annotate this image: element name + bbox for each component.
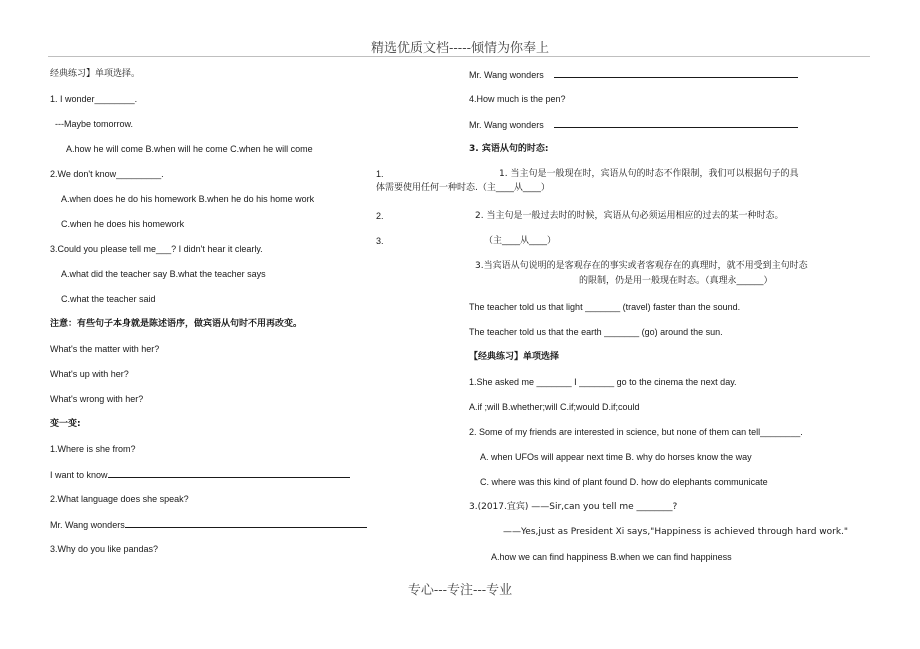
answer-blank[interactable] [125,518,367,528]
exercise-question-3-options: A.how we can find happiness B.when we can find happiness [491,552,732,562]
example-sentence-3: What's wrong with her? [50,394,144,404]
transform-question-2: 2.What language does she speak? [50,494,189,504]
tense-rule-2-blank: （主____从____） [484,236,557,246]
transform-heading: 变一变: [50,419,81,429]
list-number-2: 2. [376,211,384,221]
question-2-option-c: C.when he does his homework [61,219,185,229]
question-1: 1. I wonder________. [50,94,138,104]
question-3-options-ab: A.what did the teacher say B.what the teacher says [61,269,266,279]
tense-example-2: The teacher told us that the earth _______ (go) around the sun. [469,327,723,337]
answer-blank[interactable] [554,68,798,78]
transform-question-3: 3.Why do you like pandas? [50,544,159,554]
exercise-question-3: 3.(2017.宜宾) ——Sir,can you tell me ________? [469,502,678,512]
tense-example-1: The teacher told us that light _______ (travel) faster than the sound. [469,302,741,312]
section-heading-tense: 3. 宾语从句的时态: [469,144,549,154]
list-number-3: 3. [376,236,384,246]
example-sentence-2: What's up with her? [50,369,129,379]
transform-question-1: 1.Where is she from? [50,444,136,454]
answer-blank[interactable] [554,118,798,128]
transform-answer-1-text: I want to know [50,470,108,480]
section-heading-exercise-2: 【经典练习】单项选择 [469,352,560,362]
question-2-options-ab: A.when does he do his homework B.when he do his home work [61,194,315,204]
exercise-question-1-options: A.if ;will B.whether;will C.if;would D.if;could [469,402,640,412]
example-sentence-1: What's the matter with her? [50,344,160,354]
transform-answer-3-text: Mr. Wang wonders [469,70,544,80]
tense-rule-1-line1: 1. 当主句是一般现在时，宾语从句的时态不作限制，我们可以根据句子的具 [499,169,799,179]
note-word-order: 注意：有些句子本身就是陈述语序，做宾语从句时不用再改变。 [50,319,303,329]
header-divider [48,56,870,57]
transform-answer-2-text: Mr. Wang wonders [50,520,125,530]
transform-answer-2 [50,518,367,531]
question-2: 2.We don't know_________. [50,169,164,179]
exercise-question-2: 2. Some of my friends are interested in science, but none of them can tell________. [469,427,803,437]
tense-rule-3-line2: 的限制，仍是用一般现在时态。（真理永______） [579,276,773,286]
section-heading-exercise: 经典练习】单项选择。 [50,69,141,79]
transform-answer-4-text: Mr. Wang wonders [469,120,544,130]
transform-question-4: 4.How much is the pen? [469,94,566,104]
tense-rule-2: 2. 当主句是一般过去时的时候，宾语从句必须运用相应的过去的某一种时态。 [475,211,784,221]
page-header-title: 精选优质文档-----倾情为你奉上 [371,41,549,56]
question-3-option-c: C.what the teacher said [61,294,156,304]
tense-rule-3-line1: 3.当宾语从句说明的是客观存在的事实或者客观存在的真理时，就不用受到主句时态 [475,261,808,271]
exercise-question-1: 1.She asked me _______ I _______ go to the cinema the next day. [469,377,737,387]
transform-answer-3 [469,68,798,81]
exercise-question-3-reply: ——Yes,just as President Xi says,"Happiness is achieved through hard work." [503,527,849,537]
tense-rule-1-line2: 体需要使用任何一种时态.（主____从____） [376,183,550,193]
transform-answer-1 [50,468,350,481]
answer-blank[interactable] [108,468,350,478]
transform-answer-4 [469,118,798,131]
exercise-question-2-options-ab: A. when UFOs will appear next time B. why do horses know the way [480,452,752,462]
list-number-1: 1. [376,169,384,179]
question-3: 3.Could you please tell me___? I didn't hear it clearly. [50,244,263,254]
page-footer-text: 专心---专注---专业 [407,583,513,598]
exercise-question-2-options-cd: C. where was this kind of plant found D. how do elephants communicate [480,477,768,487]
question-1-reply: ---Maybe tomorrow. [55,119,134,129]
question-1-options: A.how he will come B.when will he come C.when he will come [66,144,313,154]
